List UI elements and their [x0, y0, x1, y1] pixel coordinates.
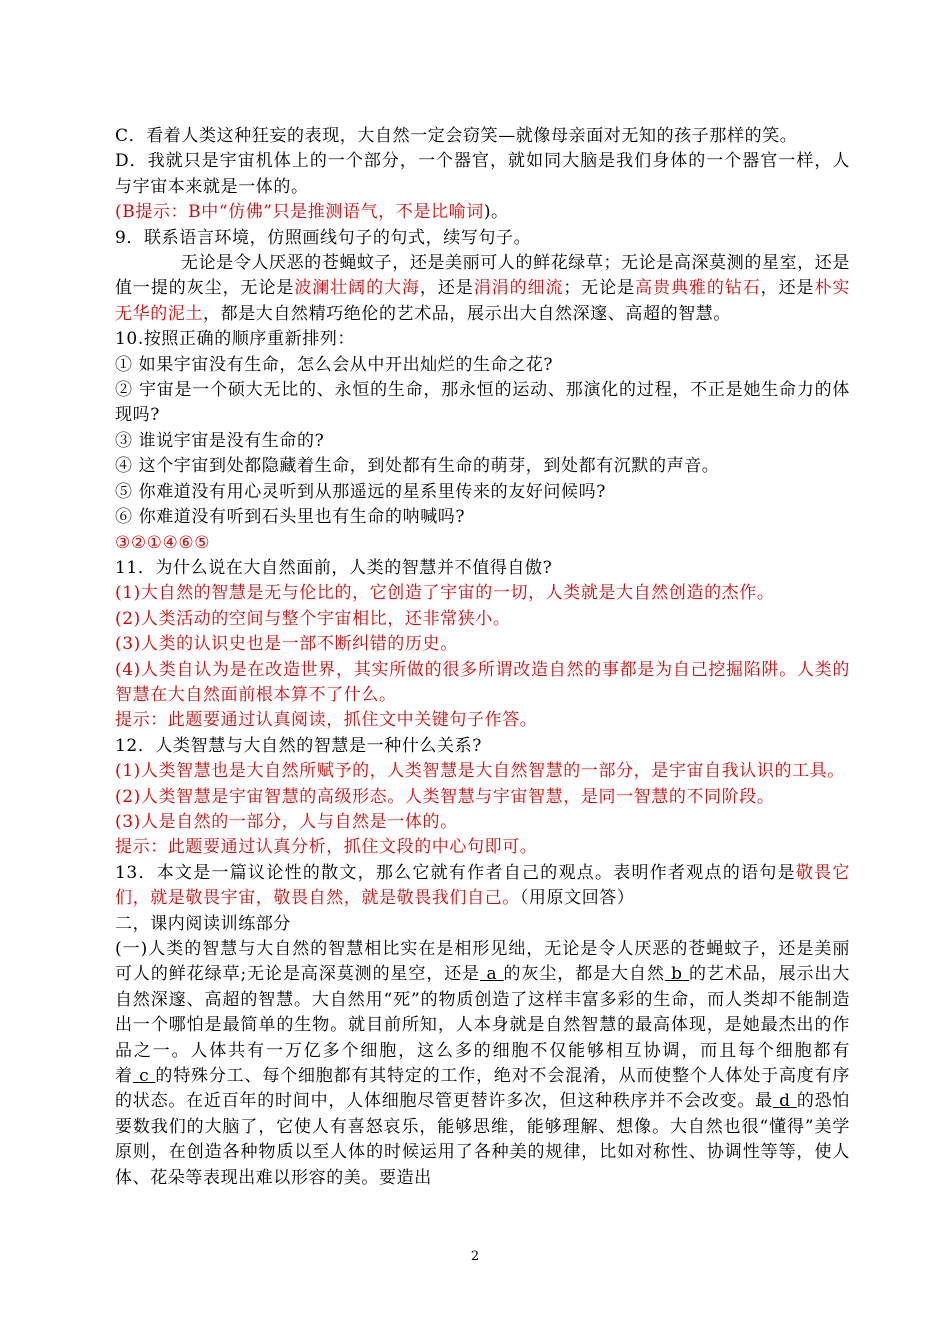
q10-item: ② 宇宙是一个硕大无比的、永恒的生命，那永恒的运动、那演化的过程，不正是她生命力的体现吗? — [115, 380, 850, 426]
question-13 — [115, 861, 850, 912]
q9-text: ，还是 — [419, 278, 474, 299]
hint-open: ( — [115, 202, 123, 223]
passage-text: (一)人类的智慧与大自然的智慧相比实在是相形见绌，无论是令人厌恶的苍蝇蚊子，还是美丽可人的鲜花绿草;无论是高深莫测的星空，还是 — [115, 939, 850, 985]
q13-answer: 敬畏它们，就是敬畏宇宙，敬畏自然，就是敬畏我们自己。 — [115, 862, 850, 909]
blank-d — [773, 1091, 797, 1111]
q13-note: （用原文回答） — [519, 888, 635, 909]
blank-d-label: d — [779, 1091, 791, 1112]
blank-b-label: b — [671, 964, 683, 985]
option-c: C．看着人类这种狂妄的表现，大自然一定会窃笑—就像母亲面对无知的孩子那样的笑。 — [115, 126, 798, 146]
q11-answer: (4)人类自认为是在改造世界，其实所做的很多所谓改造自然的事都是为自己挖掘陷阱。人类的智慧在大自然面前根本算不了什么。 — [115, 659, 850, 705]
reading-passage — [115, 937, 850, 1191]
q10-item: ③ 谁说宇宙是没有生命的? — [115, 430, 325, 451]
q10-item: ① 如果宇宙没有生命，怎么会从中开出灿烂的生命之花? — [115, 354, 554, 375]
q13-text: 13．本文是一篇议论性的散文，那么它就有作者自己的观点。表明作者观点的语句是 — [115, 862, 796, 883]
passage-text: 的特殊分工、每个细胞都有其特定的工作，绝对不会混淆，从而使整个人体处于高度有序的状态。在近百年的时间中，人体细胞尽管更替许多次，但这种秩序并不会改变。最 — [115, 1066, 851, 1112]
q9-text: ，还是 — [760, 278, 815, 299]
q12-answer: (3)人是自然的一部分，人与自然是一体的。 — [115, 811, 458, 832]
question-11: 11．为什么说在大自然面前，人类的智慧并不值得自傲? — [115, 557, 553, 578]
q10-item: ⑥ 你难道没有听到石头里也有生命的呐喊吗? — [115, 507, 466, 528]
passage-text: 的恐怕要数我们的大脑了，它使人有喜怒哀乐，能够思维，能够理解、想像。大自然也很“懂得”美学原则，在创造各种物质以至人体的时候运用了各种美的规律，比如对称性、协调性等等，使人体、花朵等表现出难以形容的美。要造出 — [115, 1091, 850, 1188]
passage-text: 的艺术品，展示出大自然深邃、高超的智慧。大自然用“死”的物质创造了这样丰富多彩的生命，而人类却不能制造出一个哪怕是最简单的生物。就目前所知，人本身就是自然智慧的最高体现，是她最杰出的作品之一。人体共有一万亿多个细胞，这么多的细胞不仅能够相互协调，而且每个细胞都有着 — [115, 964, 850, 1087]
option-d: D．我就只是宇宙机体上的一个部分，一个器官，就如同大脑是我们身体的一个器官一样，人与宇宙本来就是一体的。 — [115, 151, 850, 197]
answer-9 — [115, 251, 850, 327]
blank-c — [133, 1066, 156, 1086]
q9-text: 无论是令人厌恶的苍蝇蚊子，还是美丽可人的鲜花绿草；无论是高深莫测的星室，还是值一提的灰尘，无论是 — [115, 253, 850, 299]
blank-a-label: a — [486, 964, 498, 985]
q9-text: ；无论是 — [563, 278, 636, 299]
q11-hint: 提示：此题要通过认真阅读，抓住文中关键句子作答。 — [115, 710, 538, 731]
hint-text: B提示：B中“仿佛”只是推测语气，不是比喻词 — [122, 202, 484, 223]
q10-item: ⑤ 你难道没有用心灵听到从那遥远的星系里传来的友好问候吗? — [115, 481, 606, 502]
q10-answer: ③②①④⑥⑤ — [115, 532, 211, 553]
page-content — [115, 124, 850, 1191]
section-heading: 二，课内阅读训练部分 — [115, 913, 291, 934]
q9-text: ，都是大自然精巧绝伦的艺术品，展示出大自然深邃、高超的智慧。 — [203, 303, 731, 324]
q11-answer: (3)人类的认识史也是一部不断纠错的历史。 — [115, 634, 458, 655]
question-12: 12．人类智慧与大自然的智慧是一种什么关系? — [115, 735, 482, 756]
q9-fill: 波澜壮阔的大海 — [294, 278, 420, 299]
blank-b — [665, 964, 689, 984]
question-10: 10.按照正确的顺序重新排列： — [115, 329, 356, 350]
q9-fill: 高贵典雅的钻石 — [635, 278, 761, 299]
page-number: 2 — [470, 1249, 480, 1264]
q10-item: ④ 这个宇宙到处都隐藏着生命，到处都有生命的萌芽，到处都有沉默的声音。 — [115, 456, 720, 477]
q11-answer: (1)大自然的智慧是无与伦比的，它创造了宇宙的一切，人类就是大自然创造的杰作。 — [115, 583, 775, 604]
answer-hint-8 — [115, 200, 850, 225]
q12-hint: 提示：此题要通过认真分析，抓住文段的中心句即可。 — [115, 837, 538, 858]
passage-text: 的灰尘，都是大自然 — [503, 964, 665, 985]
q11-answer: (2)人类活动的空间与整个宇宙相比，还非常狭小。 — [115, 608, 511, 629]
q9-fill: 涓涓的细流 — [473, 278, 564, 299]
blank-c-label: c — [139, 1066, 150, 1087]
q12-answer: (2)人类智慧是宇宙智慧的高级形态。人类智慧与宇宙智慧，是同一智慧的不同阶段。 — [115, 786, 775, 807]
question-9: 9．联系语言环境，仿照画线句子的句式，续写句子。 — [115, 227, 532, 248]
q12-answer: (1)人类智慧也是大自然所赋予的，人类智慧是大自然智慧的一部分，是宇宙自我认识的工具。 — [115, 761, 845, 782]
q9-fill: 朴实无华的泥土 — [115, 278, 851, 324]
hint-close: )。 — [483, 202, 509, 223]
blank-a — [480, 964, 503, 984]
